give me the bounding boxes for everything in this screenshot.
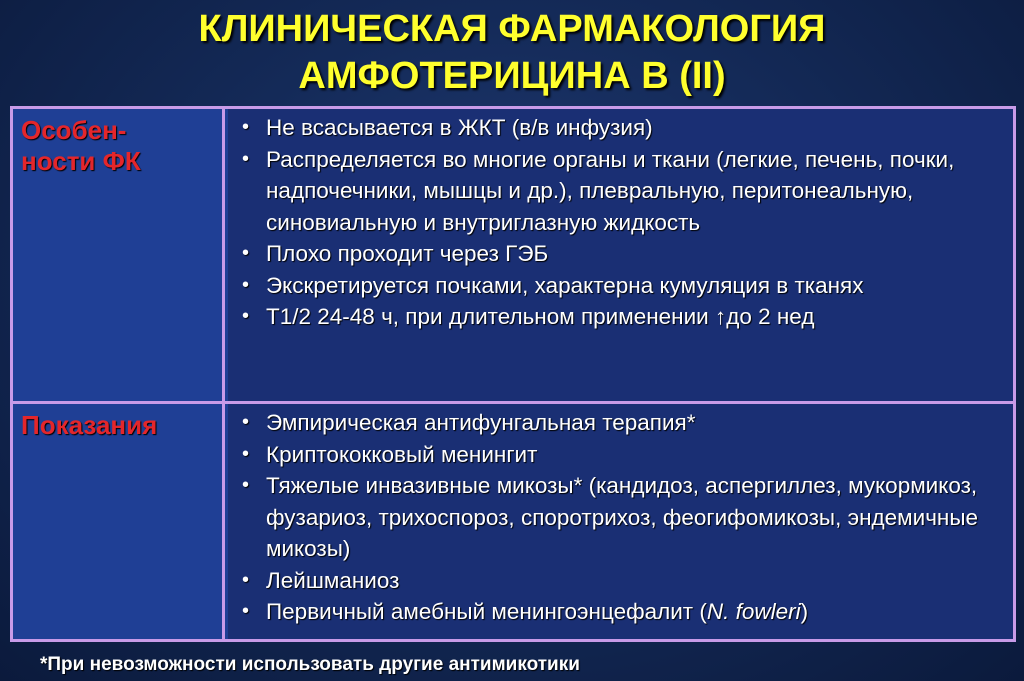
organism-name: N. fowleri bbox=[706, 599, 801, 624]
footnote: *При невозможности использовать другие антимикотики bbox=[40, 654, 580, 675]
row-label-line: ности ФК bbox=[21, 146, 141, 176]
list-item: • Экскретируется почками, характерна кумуляция в тканях bbox=[242, 270, 1013, 302]
list-item: • Распределяется во многие органы и ткани (легкие, печень, почки, надпочечники, мышцы и др.), плевральную, перитонеальную, синовиальную и внутриглазную жидкость bbox=[242, 144, 1013, 239]
bullet-icon: • bbox=[242, 474, 250, 496]
row-label-line: Показания bbox=[21, 410, 158, 440]
row-label-line: Особен- bbox=[21, 115, 127, 145]
bullet-icon: • bbox=[242, 273, 250, 296]
bullet-icon: • bbox=[242, 116, 250, 138]
info-table bbox=[10, 106, 1016, 642]
bullet-list bbox=[228, 109, 1013, 333]
list-item: • Эмпирическая антифунгальная терапия* bbox=[242, 407, 1013, 439]
bullet-icon: • bbox=[242, 411, 250, 433]
bullet-icon: • bbox=[242, 600, 250, 622]
list-item: • Первичный амебный менингоэнцефалит (N. fowleri) bbox=[242, 596, 1013, 628]
row-content-pharmacokinetics bbox=[228, 109, 1013, 401]
slide-title bbox=[0, 6, 1024, 100]
bullet-icon: • bbox=[242, 442, 250, 465]
list-item: • Криптококковый менингит bbox=[242, 439, 1013, 471]
bullet-list bbox=[228, 404, 1013, 628]
bullet-icon: • bbox=[242, 568, 250, 591]
bullet-icon: • bbox=[242, 305, 250, 327]
row-label-indications bbox=[13, 404, 225, 639]
title-line-2: АМФОТЕРИЦИНА В (II) bbox=[298, 55, 726, 97]
bullet-icon: • bbox=[242, 242, 250, 264]
title-line-1: КЛИНИЧЕСКАЯ ФАРМАКОЛОГИЯ bbox=[198, 8, 826, 50]
list-item: • Плохо проходит через ГЭБ bbox=[242, 238, 1013, 270]
table-row-indications bbox=[13, 404, 1013, 639]
table-row-pharmacokinetics bbox=[13, 109, 1013, 404]
list-item: • Тяжелые инвазивные микозы* (кандидоз, аспергиллез, мукормикоз, фузариоз, трихоспороз, споротрихоз, феогифомикозы, эндемичные микозы) bbox=[242, 470, 1013, 565]
row-label-pharmacokinetics bbox=[13, 109, 225, 401]
bullet-icon: • bbox=[242, 147, 250, 170]
row-content-indications bbox=[228, 404, 1013, 639]
list-item: • Лейшманиоз bbox=[242, 565, 1013, 597]
list-item: • Не всасывается в ЖКТ (в/в инфузия) bbox=[242, 112, 1013, 144]
list-item: • Т1/2 24-48 ч, при длительном применении ↑до 2 нед bbox=[242, 301, 1013, 333]
